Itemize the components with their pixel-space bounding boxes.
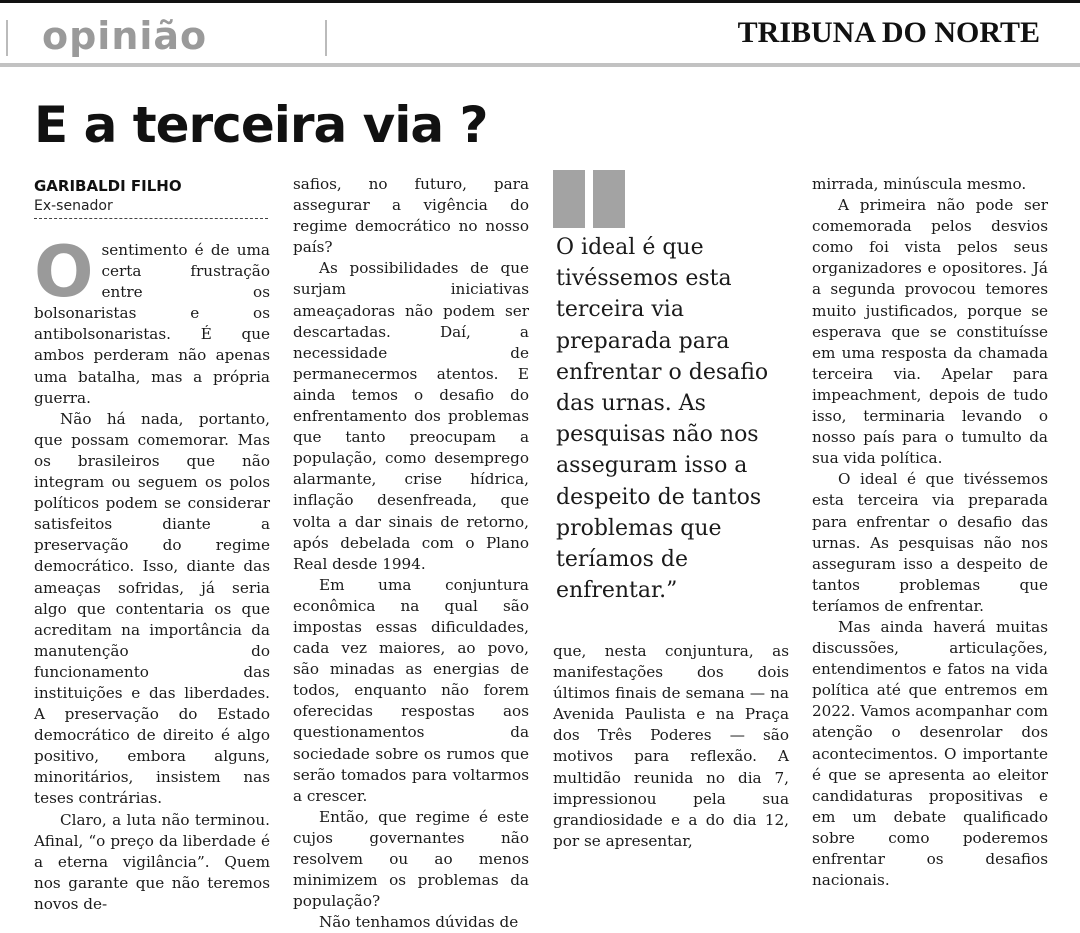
paragraph: Claro, a luta não terminou. Afinal, “o preço da liberdade é a eterna vigilância”. Quem nos garante que não teremos novos de- — [34, 810, 270, 913]
paragraph: Não há nada, portanto, que possam comemorar. Mas os brasileiros que não integram ou seguem os polos políticos podem se considerar satisfeitos diante a preservação do regime democrático. Isso, diante das ameaças sofridas, já seria algo que contentaria os que acreditam na importância da manutenção do funcionamento das instituições e das liberdades. A preservação do Estado democrático de direito é algo positivo, embora alguns, minoritários, insistem nas teses contrárias. — [34, 409, 270, 808]
paragraph: Osentimento é de uma certa frustração entre os bolsonaristas e os antibolsonaristas. É que ambos perderam não apenas uma batalha, mas a própria guerra. — [34, 231, 270, 407]
author-name: GARIBALDI FILHO — [34, 177, 182, 195]
paragraph: Mas ainda haverá muitas discussões, articulações, entendimentos e fatos na vida política até que entremos em 2022. Vamos acompanhar com atenção o desenrolar dos acontecimentos. O importante é que se apresenta ao eleitor candidaturas propositivas e em um debate qualificado sobre como poderemos enfrentar os desafios nacionais. — [812, 617, 1048, 890]
pull-quote: O ideal é que tivéssemos esta terceira via preparada para enfrentar o desafio das urnas. As pesquisas não nos asseguram isso a despeito de tantos problemas que teríamos de enfrentar.” — [556, 235, 769, 604]
paragraph: Em uma conjuntura econômica na qual são impostas essas dificuldades, cada vez maiores, ao povo, são minadas as energias de todos, enquanto não forem oferecidas respostas aos questionamentos da sociedade sobre os rumos que serão tomados para voltarmos a crescer. — [293, 575, 529, 805]
article-column-2 — [293, 174, 529, 932]
paragraph: que, nesta conjuntura, as manifestações dos dois últimos finais de semana — na Avenida Paulista e na Praça dos Três Poderes — são motivos para reflexão. A multidão reunida no dia 7, impressionou pela sua grandiosidade e a do dia 12, por se apresentar, — [553, 642, 789, 850]
section-label: opinião — [42, 14, 208, 58]
masthead-logo: TRIBUNA DO NORTE — [737, 16, 1040, 49]
paragraph: Então, que regime é este cujos governantes não resolvem ou ao menos minimizem os problemas da população? — [293, 807, 529, 911]
headline: E a terceira via ? — [34, 96, 488, 154]
article-column-4 — [812, 174, 1048, 890]
paragraph: O ideal é que tivéssemos esta terceira via preparada para enfrentar o desafio das urnas. As pesquisas não nos asseguram isso a despeito de tantos problemas que teríamos de enfrentar. — [812, 470, 1048, 615]
header-divider-right — [325, 20, 327, 56]
article-column-3 — [553, 641, 789, 850]
page-header — [0, 0, 1080, 68]
top-rule — [0, 0, 1080, 3]
paragraph: mirrada, minúscula mesmo. — [812, 175, 1027, 193]
article-column-1 — [34, 231, 270, 913]
paragraph: Não tenhamos dúvidas de — [319, 913, 519, 932]
header-divider-left — [6, 20, 8, 56]
paragraph: A primeira não pode ser comemorada pelos desvios como foi vista pelos seus organizadores e opositores. Já a segunda provocou temores muito justificados, porque se esperava que se constituísse em uma resposta da chamada terceira via. Apelar para impeachment, depois de tudo isso, terminaria levando o nosso país para o tumulto da sua vida política. — [812, 196, 1048, 468]
author-role: Ex-senador — [34, 196, 268, 219]
quote-mark-icon — [553, 170, 629, 228]
byline — [34, 176, 268, 219]
drop-cap: O — [34, 231, 94, 313]
header-underline — [0, 63, 1080, 67]
paragraph: safios, no futuro, para assegurar a vigência do regime democrático no nosso país? — [293, 175, 529, 257]
paragraph: As possibilidades de que surjam iniciativas ameaçadoras não podem ser descartadas. Daí, a necessidade de permanecermos atentos. E ainda temos o desafio do enfrentamento dos problemas que tanto preocupam a população, como desemprego alarmante, crise hídrica, inflação desenfreada, que volta a dar sinais de retorno, após debelada com o Plano Real desde 1994. — [293, 259, 529, 573]
